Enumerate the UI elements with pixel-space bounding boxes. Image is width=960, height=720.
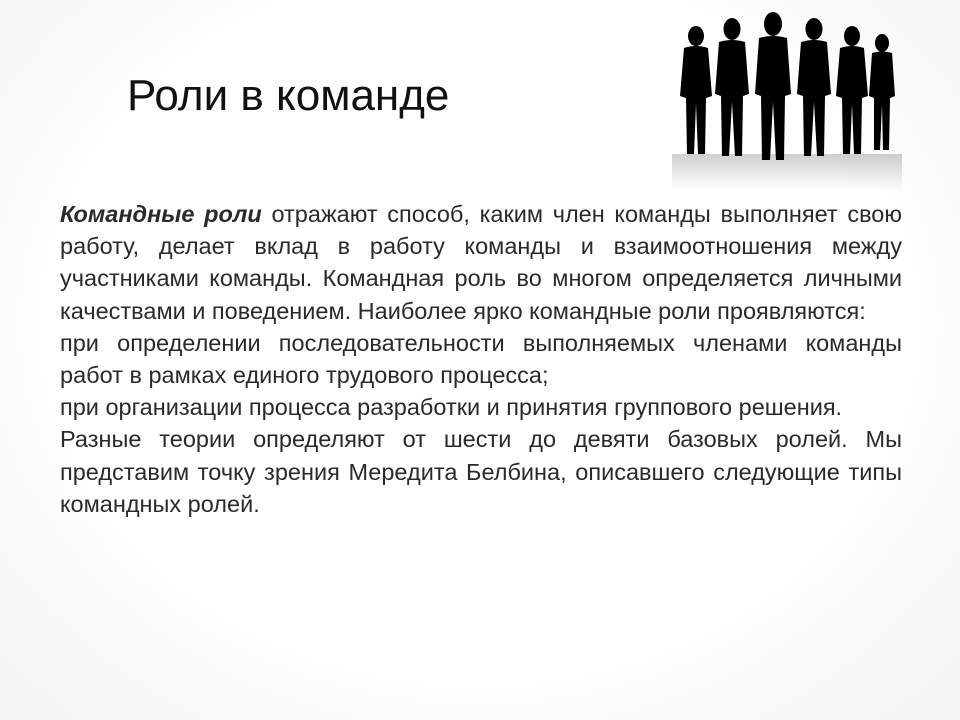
body-text [60,198,902,520]
paragraph: при организации процесса разработки и принятия группового решения. [60,394,843,421]
paragraph-text: отражают способ, каким член команды выполняет свою работу, делает вклад в работу команды и взаимоотношения между участниками команды. Командная роль во многом определяется личными качествами и поведением. Наиболее ярко командные роли проявляются: [60,201,902,324]
paragraph [60,198,902,327]
key-term: Командные роли [60,201,262,227]
slide-title: Роли в команде [127,71,450,120]
paragraph: Разные теории определяют от шести до девяти базовых ролей. Мы представим точку зрения Мередита Белбина, описавшего следующие типы командных ролей. [60,426,902,517]
business-team-silhouette-icon [672,12,902,192]
paragraph: при определении последовательности выполняемых членами команды работ в рамках единого трудового процесса; [60,329,902,389]
